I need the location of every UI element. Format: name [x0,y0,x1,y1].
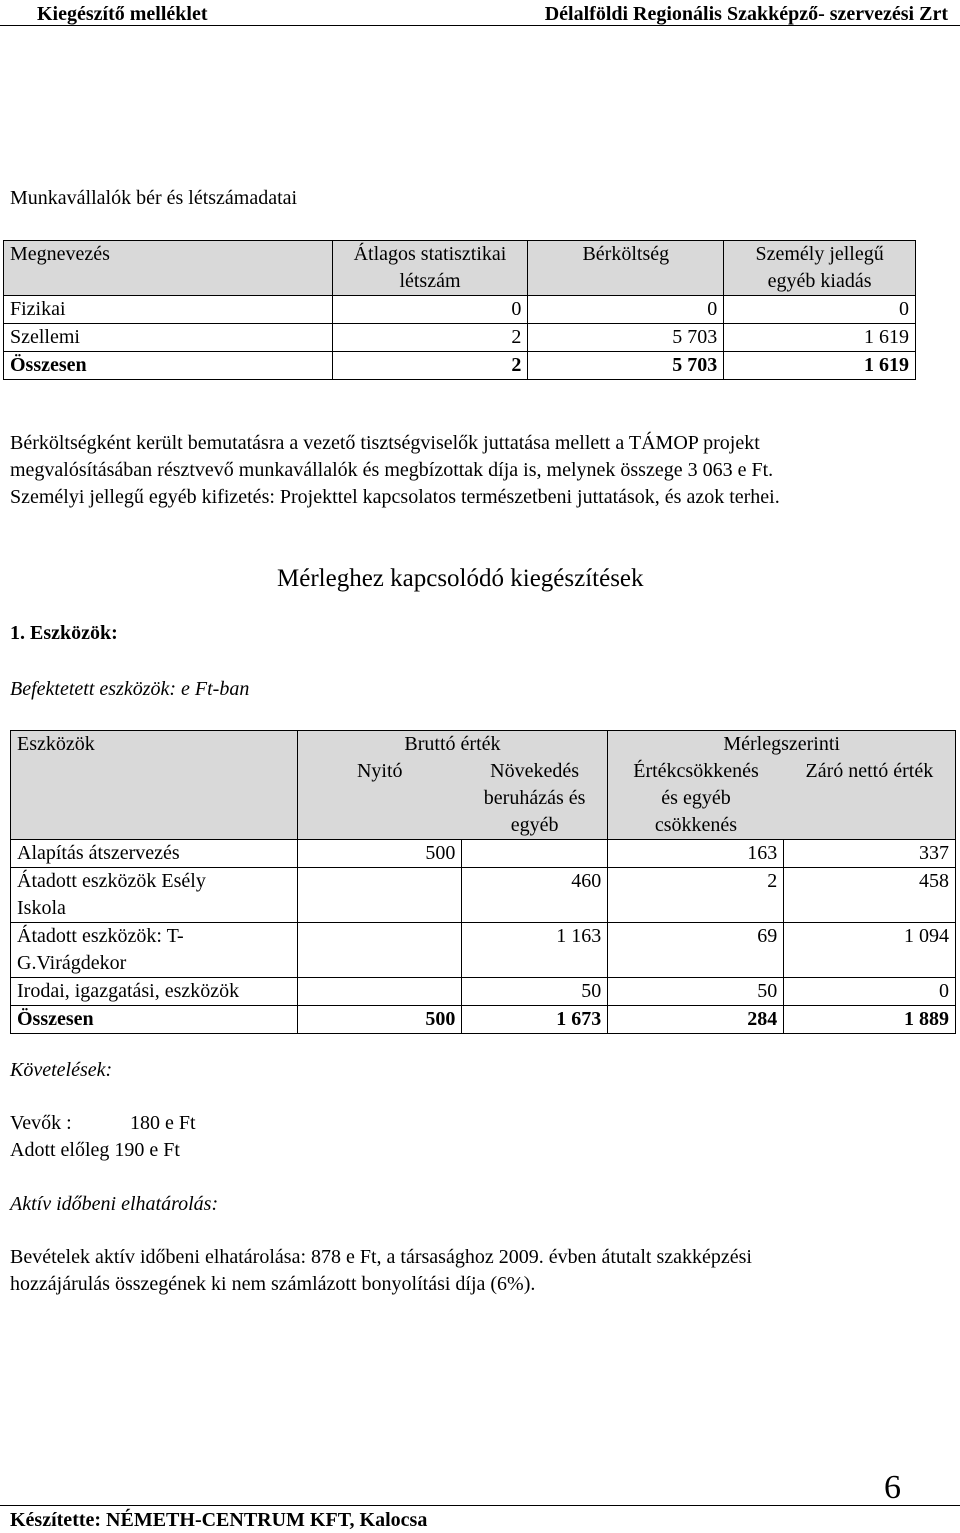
table-cell: 50 [462,978,608,1006]
table-cell: 5 703 [528,324,724,352]
note-line: Személyi jellegű egyéb kifizetés: Projekttel kapcsolatos természetbeni juttatások, és azok terhei. [10,486,780,508]
table-cell: 1 889 [784,1006,956,1034]
receivables-vevok-value: 180 e Ft [130,1112,196,1134]
table-cell: Szellemi [4,324,333,352]
table-cell: 2 [332,352,528,380]
table-cell: Összesen [4,352,333,380]
note-line: megvalósításában résztvevő munkavállalók és megbízottak díja is, melynek összege 3 063 e Ft. [10,459,774,481]
table-cell: Fizikai [4,296,333,324]
table-cell: 1 673 [462,1006,608,1034]
assets-header-merleg: Mérlegszerinti [608,731,956,759]
wages-header-row [4,241,916,296]
assets-header-zaro: Záró nettó érték [784,758,956,840]
assets-header-eszkozok: Eszközök [11,731,298,840]
accruals-text [10,1244,752,1298]
table-cell: 1 619 [724,352,916,380]
note-line: Bérköltségként került bemutatásra a vezető tisztségviselők juttatása mellett a TÁMOP projekt [10,432,760,454]
table-cell: 337 [784,840,956,868]
assets-caption: Befektetett eszközök: e Ft-ban [10,678,250,700]
assets-header-ertekcs: Értékcsökkenés és egyéb csökkenés [608,758,784,840]
balance-heading: Mérleghez kapcsolódó kiegészítések [277,565,644,592]
wages-header-cell: Személy jellegű egyéb kiadás [724,241,916,296]
page-number: 6 [884,1469,901,1506]
table-cell: 0 [332,296,528,324]
table-cell [297,923,462,978]
assets-subheading: 1. Eszközök: [10,622,118,644]
table-cell: 2 [608,868,784,923]
table-cell: Irodai, igazgatási, eszközök [11,978,298,1006]
table-cell: 500 [297,1006,462,1034]
accruals-title: Aktív időbeni elhatárolás: [10,1193,219,1215]
table-cell: 500 [297,840,462,868]
table-row [11,868,956,923]
table-row [11,978,956,1006]
table-cell: 5 703 [528,352,724,380]
table-row-total [11,1006,956,1034]
table-cell: 1 094 [784,923,956,978]
assets-header-novekedes: Növekedés beruházás és egyéb [462,758,608,840]
assets-header-nyito: Nyitó [297,758,462,840]
section-title-wages: Munkavállalók bér és létszámadatai [10,187,298,209]
table-row [11,923,956,978]
wages-header-cell: Megnevezés [4,241,333,296]
accruals-line: hozzájárulás összegének ki nem számlázott bonyolítási díja (6%). [10,1273,536,1295]
table-row-total [4,352,916,380]
table-cell: Alapítás átszervezés [11,840,298,868]
table-cell: Átadott eszközök Esély Iskola [11,868,298,923]
wages-note [10,430,780,511]
header-right: Délalföldi Regionális Szakképző- szervezési Zrt [544,3,948,25]
assets-table [10,730,956,1034]
table-cell: 0 [784,978,956,1006]
table-cell: 0 [724,296,916,324]
accruals-line: Bevételek aktív időbeni elhatárolása: 878 e Ft, a társasághoz 2009. évben átutalt szakképzési [10,1246,752,1268]
table-cell: Átadott eszközök: T- G.Virágdekor [11,923,298,978]
assets-header-row-1 [11,731,956,759]
table-cell [297,868,462,923]
receivables-title: Követelések: [10,1059,113,1081]
page-header [0,0,960,26]
assets-header-brutto: Bruttó érték [297,731,608,759]
table-cell: 50 [608,978,784,1006]
table-cell: 163 [608,840,784,868]
table-cell [462,840,608,868]
table-cell: Összesen [11,1006,298,1034]
table-row [4,296,916,324]
wages-header-cell: Átlagos statisztikai létszám [332,241,528,296]
receivables-eloleg: Adott előleg 190 e Ft [10,1139,180,1161]
table-cell [297,978,462,1006]
footer-rule [0,1505,960,1506]
receivables-vevok-label: Vevők : [10,1112,72,1134]
wages-table [3,240,916,380]
footer-author: Készítette: NÉMETH-CENTRUM KFT, Kalocsa [10,1509,428,1531]
table-cell: 1 619 [724,324,916,352]
table-row [11,840,956,868]
table-cell: 1 163 [462,923,608,978]
table-cell: 69 [608,923,784,978]
wages-header-cell: Bérköltség [528,241,724,296]
header-left: Kiegészítő melléklet [37,3,208,25]
table-cell: 2 [332,324,528,352]
table-cell: 458 [784,868,956,923]
table-cell: 284 [608,1006,784,1034]
table-row [4,324,916,352]
table-cell: 460 [462,868,608,923]
table-cell: 0 [528,296,724,324]
